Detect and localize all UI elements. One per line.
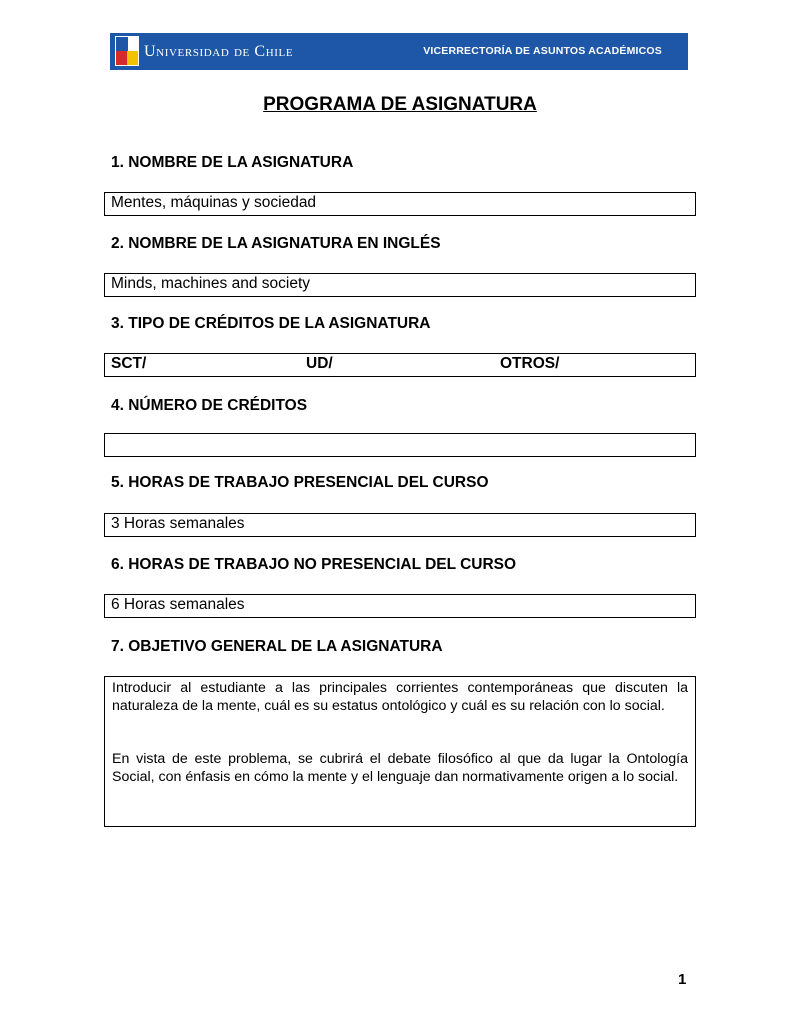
course-name-value: Mentes, máquinas y sociedad	[111, 194, 317, 211]
objective-paragraph-1: Introducir al estudiante a las principales corrientes contemporáneas que discuten la naturaleza de la mente, cuál es su estatus ontológico y cuál es su relación con lo social.	[112, 680, 688, 714]
section-box-6	[104, 594, 696, 618]
section-box-5	[104, 513, 696, 537]
section-box-4	[104, 433, 696, 457]
document-title: PROGRAMA DE ASIGNATURA	[263, 94, 537, 115]
university-crest-icon	[115, 36, 139, 66]
page-number: 1	[678, 971, 687, 988]
section-box-3	[104, 353, 696, 377]
section-box-1	[104, 192, 696, 216]
credit-type-ud: UD/	[306, 355, 333, 372]
section-heading-1: 1. NOMBRE DE LA ASIGNATURA	[111, 154, 354, 171]
section-heading-4: 4. NÚMERO DE CRÉDITOS	[111, 397, 308, 414]
section-heading-3: 3. TIPO DE CRÉDITOS DE LA ASIGNATURA	[111, 315, 431, 332]
credit-type-otros: OTROS/	[500, 355, 560, 372]
section-heading-2: 2. NOMBRE DE LA ASIGNATURA EN INGLÉS	[111, 235, 441, 252]
presential-hours-value: 3 Horas semanales	[111, 515, 245, 532]
non-presential-hours-value: 6 Horas semanales	[111, 596, 245, 613]
objective-paragraph-2: En vista de este problema, se cubrirá el debate filosófico al que da lugar la Ontología Social, con énfasis en cómo la mente y el lenguaje dan normativamente origen a lo social.	[112, 751, 688, 785]
section-heading-6: 6. HORAS DE TRABAJO NO PRESENCIAL DEL CURSO	[111, 556, 517, 573]
section-box-7	[104, 676, 696, 827]
section-heading-7: 7. OBJETIVO GENERAL DE LA ASIGNATURA	[111, 638, 443, 655]
office-name: VICERRECTORÍA DE ASUNTOS ACADÉMICOS	[423, 45, 662, 57]
university-name: Universidad de Chile	[144, 43, 294, 60]
header-banner	[110, 33, 688, 70]
course-name-english-value: Minds, machines and society	[111, 275, 311, 292]
section-box-2	[104, 273, 696, 297]
credit-type-sct: SCT/	[111, 355, 147, 372]
section-heading-5: 5. HORAS DE TRABAJO PRESENCIAL DEL CURSO	[111, 474, 489, 491]
